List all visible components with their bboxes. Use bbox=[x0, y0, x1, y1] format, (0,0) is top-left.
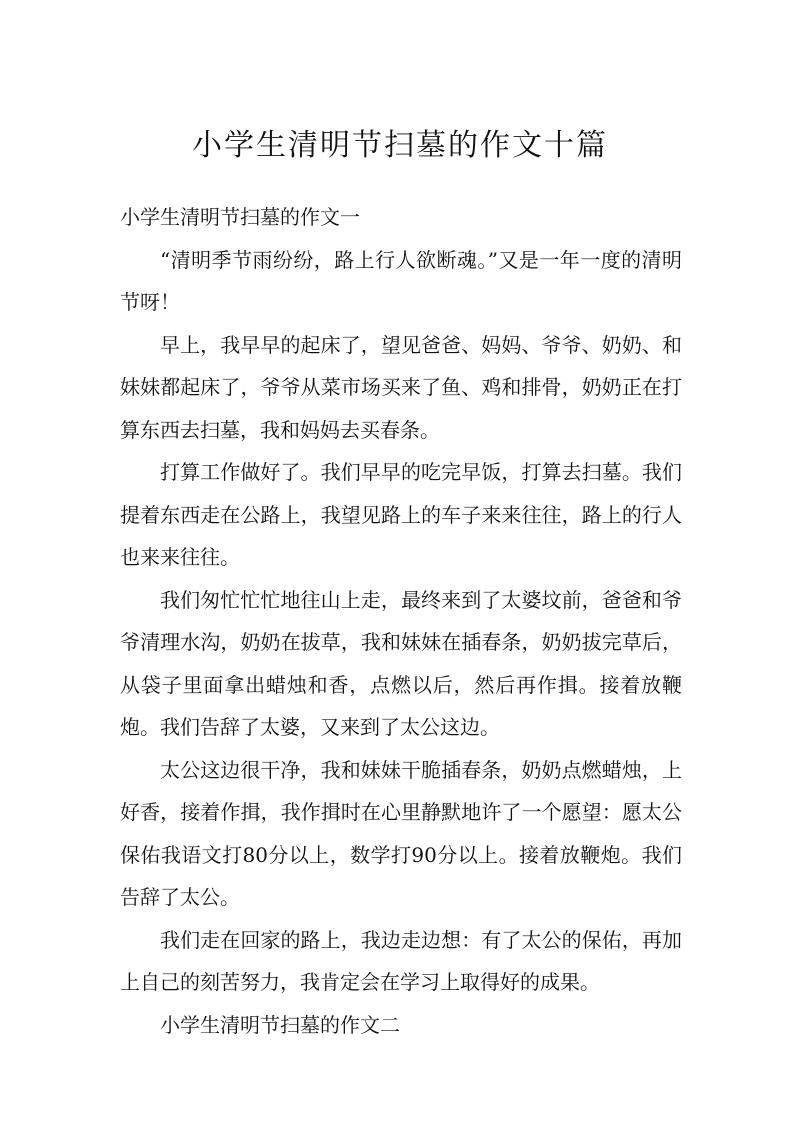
document-title: 小学生清明节扫墓的作文十篇 bbox=[192, 128, 608, 163]
paragraph-4: 我们匆忙忙忙地往山上走，最终来到了太婆坟前，爸爸和爷爷清理水沟，奶奶在拔草，我和妹妹在插春条，奶奶拔完草后，从袋子里面拿出蜡烛和香，点燃以后，然后再作揖。接着放鞭炮。我们告辞了太婆，又来到了太公这边。 bbox=[120, 587, 682, 739]
paragraph-6: 我们走在回家的路上，我边走边想：有了太公的保佑，再加上自己的刻苦努力，我肯定会在学习上取得好的成果。 bbox=[120, 927, 682, 994]
paragraph-5: 太公这边很干净，我和妹妹干脆插春条，奶奶点燃蜡烛，上好香，接着作揖，我作揖时在心里静默地许了一个愿望：愿太公保佑我语文打80分以上，数学打90分以上。接着放鞭炮。我们告辞了太公。 bbox=[120, 757, 682, 909]
section-heading-2: 小学生清明节扫墓的作文二 bbox=[160, 1012, 400, 1037]
section-heading-1: 小学生清明节扫墓的作文一 bbox=[120, 205, 360, 229]
paragraph-1: “清明季节雨纷纷，路上行人欲断魂。”又是一年一度的清明节呀！ bbox=[120, 247, 682, 314]
paragraph-2: 早上，我早早的起床了，望见爸爸、妈妈、爷爷、奶奶、和妹妹都起床了，爷爷从菜市场买来了鱼、鸡和排骨，奶奶正在打算东西去扫墓，我和妈妈去买春条。 bbox=[120, 332, 682, 442]
paragraph-3: 打算工作做好了。我们早早的吃完早饭，打算去扫墓。我们提着东西走在公路上，我望见路上的车子来来往往，路上的行人也来来往往。 bbox=[120, 460, 682, 569]
document-body bbox=[120, 196, 682, 1046]
